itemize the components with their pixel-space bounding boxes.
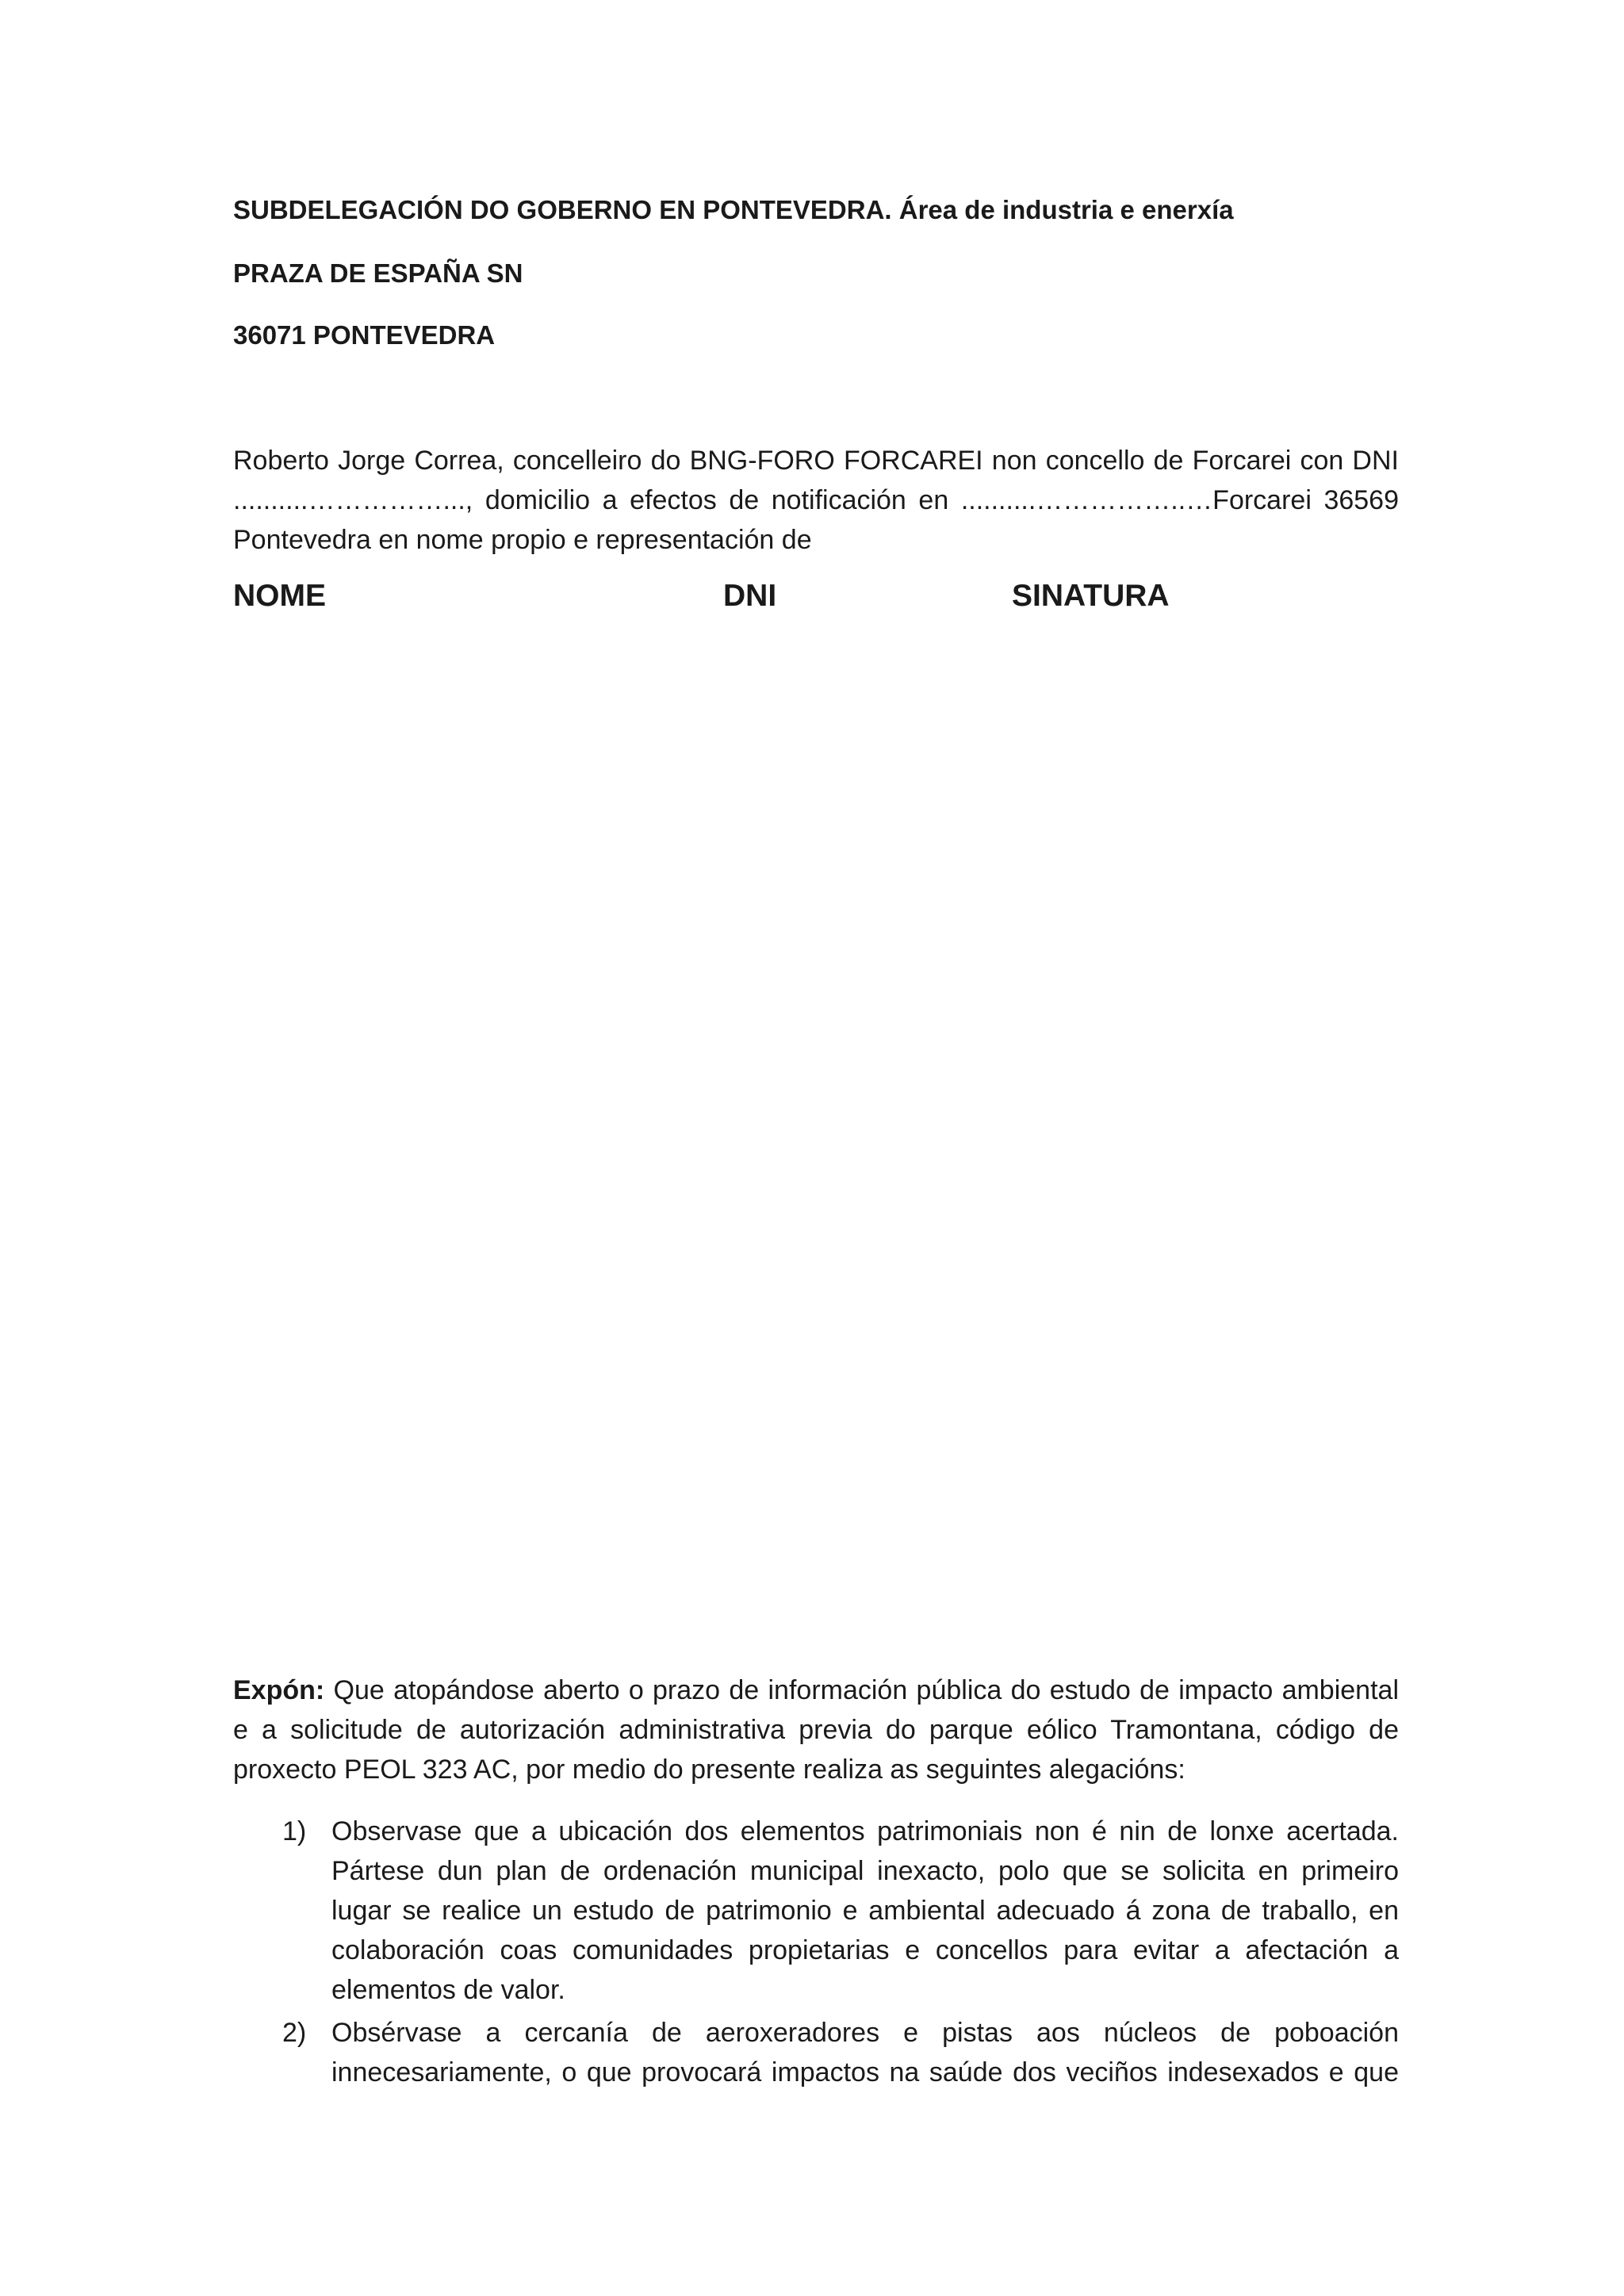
expose-label: Expón: [233,1675,325,1705]
expose-line-1-text: Que atopándose aberto o prazo de información pública do estudo de impacto ambiental [324,1675,1399,1705]
intro-line-3: Pontevedra en nome propio e representación de [233,525,812,555]
column-signature: SINATURA [1012,579,1170,613]
allegation-line: Pártese dun plan de ordenación municipal inexacto, polo que se solicita en primeiro [331,1856,1399,1886]
allegation-item [233,1812,1399,2010]
allegations-list [233,1812,1399,2095]
allegation-item [233,2013,1399,2092]
allegation-line: Obsérvase a cercanía de aeroxeradores e pistas aos núcleos de poboación [331,2018,1399,2048]
allegation-line: colaboración coas comunidades propietarias e concellos para evitar a afectación a [331,1935,1399,1965]
allegation-line: innecesariamente, o que provocará impactos na saúde dos veciños indesexados e que [331,2057,1399,2087]
intro-line-1: Roberto Jorge Correa, concelleiro do BNG-FORO FORCAREI non concello de Forcarei con DNI [233,446,1399,476]
intro-paragraph [233,441,1399,560]
allegation-number: 2) [282,2018,307,2048]
allegation-line: elementos de valor. [331,1975,565,2005]
column-name: NOME [233,579,326,613]
expose-line-2: e a solicitude de autorización administrativa previa do parque eólico Tramontana, código de [233,1715,1399,1745]
expose-line-3: proxecto PEOL 323 AC, por medio do presente realiza as seguintes alegacións: [233,1755,1185,1785]
intro-line-2: ..........……………..., domicilio a efectos de notificación en ..........……………..…Forcarei 36569 [233,485,1399,515]
signature-table-header [233,579,1399,626]
column-dni: DNI [723,579,777,613]
allegation-line: lugar se realice un estudo de patrimonio e ambiental adecuado á zona de traballo, en [331,1896,1399,1926]
allegation-line: Observase que a ubicación dos elementos patrimoniais non é nin de lonxe acertada. [331,1816,1399,1846]
addressee-line-2: PRAZA DE ESPAÑA SN [233,258,523,288]
addressee-line-3: 36071 PONTEVEDRA [233,320,496,350]
addressee-line-1: SUBDELEGACIÓN DO GOBERNO EN PONTEVEDRA. Área de industria e enerxía [233,195,1234,224]
expose-line-1 [233,1670,1399,1710]
expose-paragraph [233,1670,1399,1789]
allegation-number: 1) [282,1816,307,1846]
